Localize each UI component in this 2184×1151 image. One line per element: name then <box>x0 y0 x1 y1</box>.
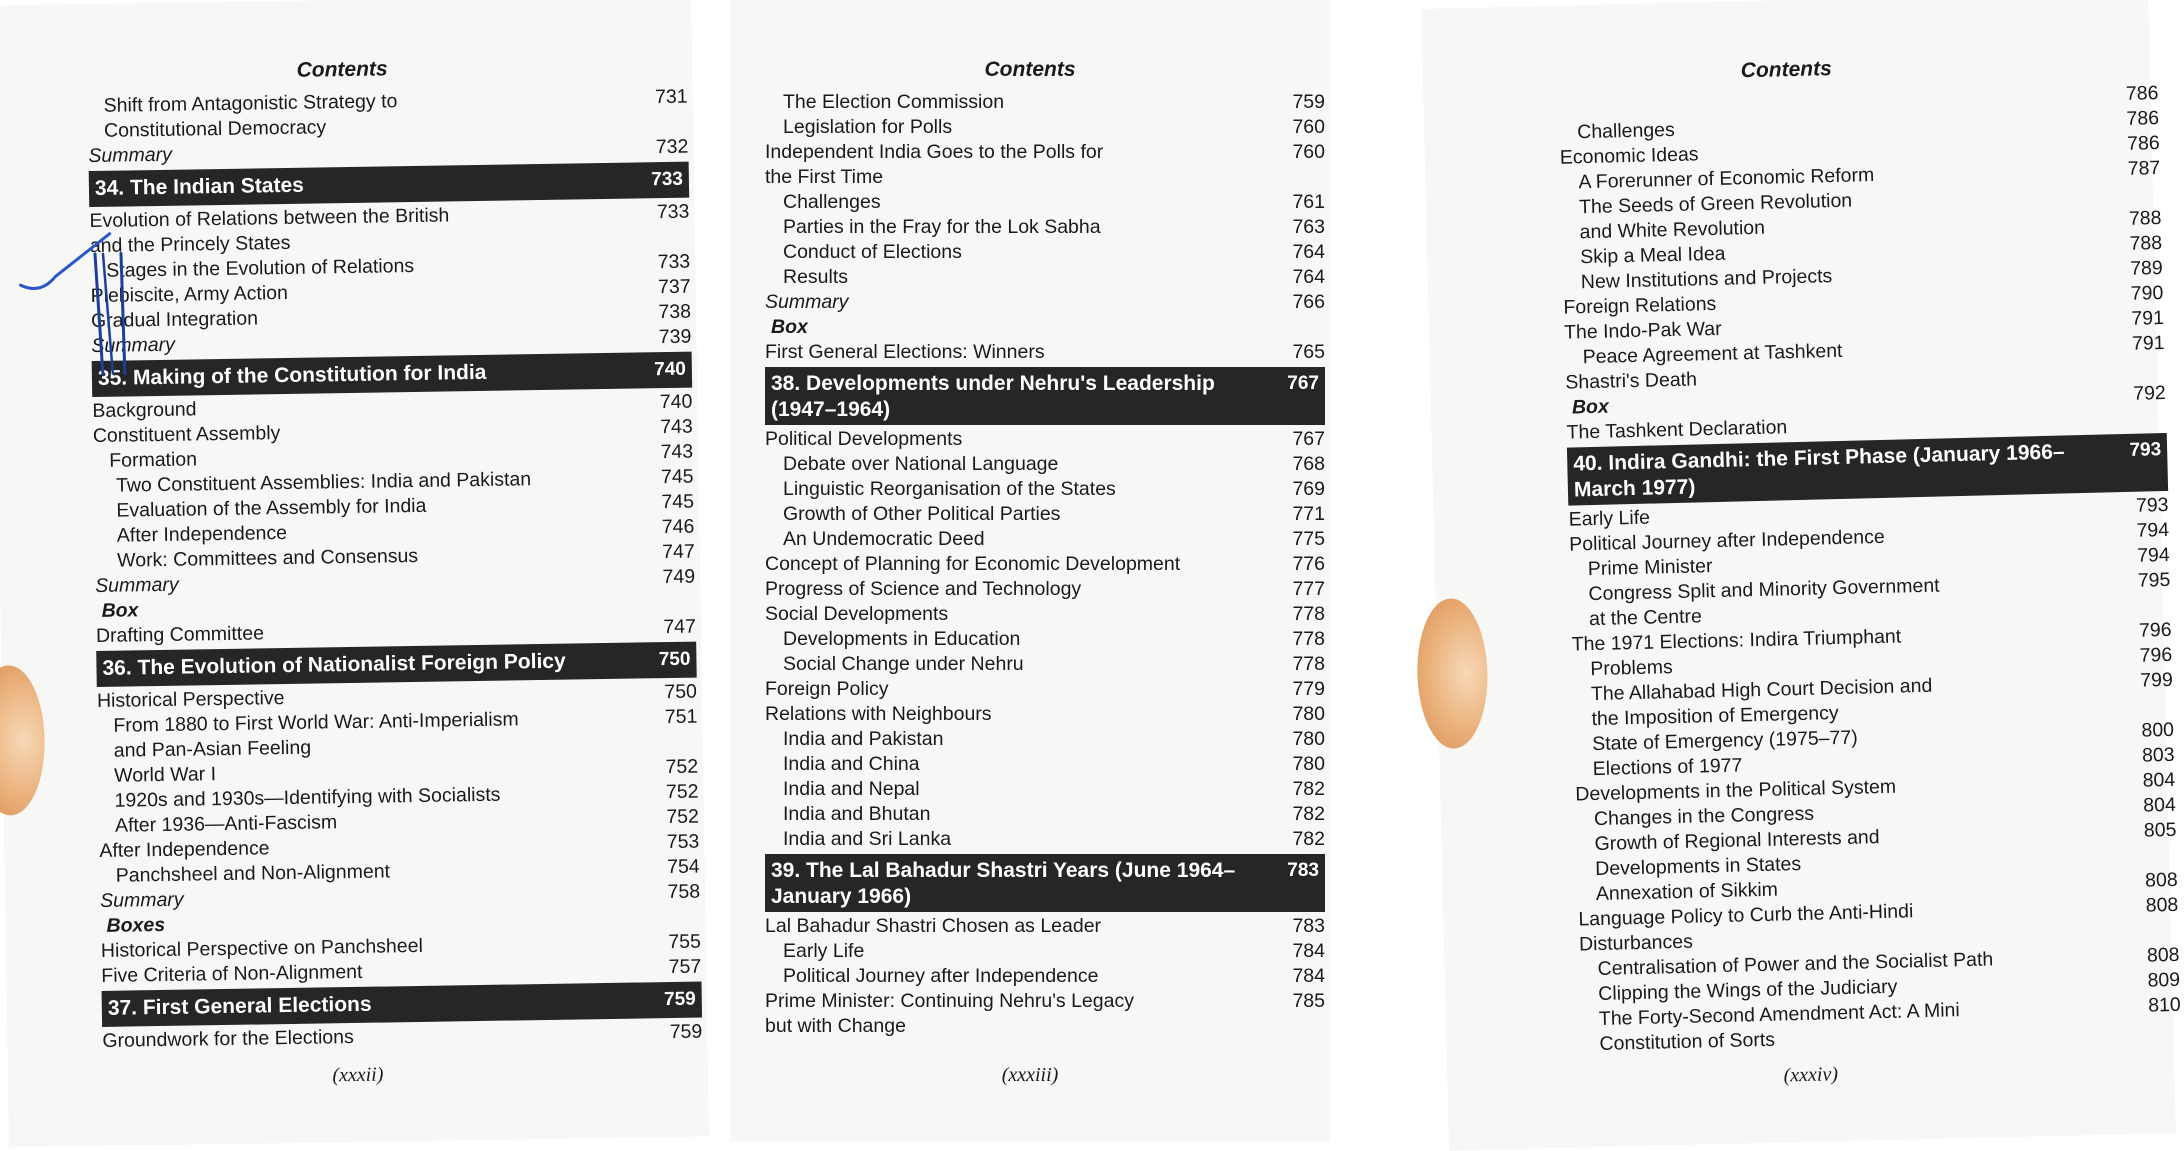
entry-title: Panchsheel and Non-Alignment <box>115 860 391 887</box>
entry-page-number: 761 <box>1292 191 1325 213</box>
entry-title: Summary <box>88 143 173 168</box>
entry-title: and Pan-Asian Feeling <box>113 736 312 762</box>
page-right <box>1421 0 2181 1151</box>
entry-title: Peace Agreement at Tashkent <box>1582 339 1843 369</box>
toc-entry <box>765 552 1325 577</box>
toc-entry <box>765 427 1325 452</box>
entry-title: Plebiscite, Army Action <box>90 281 289 308</box>
toc-entry <box>765 340 1325 365</box>
entry-page-number: 804 <box>2143 793 2177 817</box>
entry-title: Lal Bahadur Shastri Chosen as Leader <box>765 915 1102 937</box>
entry-page-number: 790 <box>2130 282 2164 305</box>
entry-page-number: 783 <box>1292 915 1325 937</box>
pen-tick-mark <box>14 214 127 386</box>
page-left <box>0 0 709 1147</box>
toc-subentry <box>765 752 1325 777</box>
entry-page-number: 752 <box>666 805 700 829</box>
entry-page-number: 768 <box>1292 453 1325 475</box>
entry-title: Boxes <box>106 913 166 937</box>
entry-title: Constituent Assembly <box>92 422 281 448</box>
toc-subentry <box>765 964 1325 989</box>
entry-title: Parties in the Fray for the Lok Sabha <box>783 216 1101 238</box>
entry-title: Political Journey after Independence <box>1569 525 1885 556</box>
entry-title: but with Change <box>765 1015 906 1037</box>
entry-page-number: 784 <box>1292 965 1325 987</box>
toc-subentry <box>765 777 1325 802</box>
toc-entry <box>765 914 1325 939</box>
entry-page-number: 792 <box>2132 381 2167 405</box>
entry-title: Summary <box>765 291 849 313</box>
toc-entry <box>765 989 1325 1014</box>
entry-title: Centralisation of Power and the Socialist Path <box>1597 948 1994 981</box>
entry-page-number: 747 <box>663 615 697 639</box>
entry-title: Language Policy to Curb the Anti-Hindi <box>1578 900 1914 931</box>
entry-page-number: 775 <box>1292 528 1325 550</box>
entry-page-number: 764 <box>1292 241 1325 263</box>
page-folio: (xxxiv) <box>1783 1063 1839 1087</box>
entry-title: Developments in Education <box>783 628 1021 650</box>
entry-title: After Independence <box>99 837 270 862</box>
entry-page-number: 745 <box>661 490 695 514</box>
entry-title: From 1880 to First World War: Anti-Imperialism <box>113 708 519 737</box>
entry-page-number: 731 <box>654 85 688 109</box>
entry-page-number: 776 <box>1292 553 1325 575</box>
toc-subentry <box>765 627 1325 652</box>
toc-subentry <box>765 265 1325 290</box>
entry-title: Conduct of Elections <box>783 241 962 263</box>
entry-title: The Forty-Second Amendment Act: A Mini <box>1598 999 1960 1031</box>
entry-title: Drafting Committee <box>95 622 265 647</box>
toc-entry <box>765 702 1325 727</box>
entry-title: Independent India Goes to the Polls for <box>765 141 1104 163</box>
entry-title: India and Nepal <box>783 778 920 800</box>
entry-title: Economic Ideas <box>1559 143 1699 169</box>
entry-page-number: 771 <box>1292 503 1325 525</box>
entry-title: Gradual Integration <box>90 307 259 333</box>
entry-title: Social Developments <box>765 603 949 625</box>
entry-title: and the Princely States <box>89 231 291 258</box>
entry-page-number: 794 <box>2136 518 2170 542</box>
entry-title: India and Sri Lanka <box>783 828 952 850</box>
entry-page-number: 778 <box>1292 653 1325 675</box>
toc-subentry <box>765 939 1325 964</box>
entry-title: The 1971 Elections: Indira Triumphant <box>1571 625 1902 656</box>
entry-page-number: 782 <box>1292 828 1325 850</box>
entry-title: 35. Making of the Constitution for India <box>97 360 487 390</box>
entry-title: India and Bhutan <box>783 803 931 825</box>
entry-page-number: 738 <box>658 300 692 324</box>
toc-subentry <box>765 240 1325 265</box>
entry-title: Developments in States <box>1594 853 1802 881</box>
entry-page-number: 791 <box>2131 306 2165 330</box>
entry-title: The Seeds of Green Revolution <box>1578 189 1853 219</box>
entry-title: Summary <box>95 573 179 598</box>
toc-subentry <box>765 802 1325 827</box>
entry-title: Growth of Regional Interests and <box>1594 826 1880 856</box>
entry-title: Work: Committees and Consensus <box>117 544 419 572</box>
entry-title: Historical Perspective on Panchsheel <box>100 934 423 962</box>
toc-subentry <box>765 115 1325 140</box>
entry-page-number: 753 <box>666 830 700 854</box>
entry-title: Summary <box>99 888 184 912</box>
entry-page-number: 747 <box>662 540 695 564</box>
entry-page-number: 737 <box>657 275 691 299</box>
entry-title: Elections of 1977 <box>1592 754 1743 781</box>
entry-page-number: 740 <box>659 390 693 414</box>
entry-page-number: 808 <box>2146 943 2180 967</box>
entry-page-number: 795 <box>2137 568 2171 592</box>
toc-entry <box>765 165 1325 190</box>
entry-title: Challenges <box>783 191 881 213</box>
entry-title: State of Emergency (1975–77) <box>1591 726 1858 756</box>
entry-title: Linguistic Reorganisation of the States <box>783 478 1116 500</box>
toc-list <box>1558 81 2181 1057</box>
entry-page-number: 750 <box>658 648 691 671</box>
toc-subentry <box>765 90 1325 115</box>
entry-title: Shastri's Death <box>1565 368 1698 394</box>
entry-title: Constitutional Democracy <box>103 116 327 142</box>
toc-entry <box>765 602 1325 627</box>
entry-title: Background <box>92 398 197 423</box>
entry-title: Legislation for Polls <box>783 116 953 138</box>
chapter-heading <box>765 852 1325 914</box>
entry-page-number: 755 <box>668 930 702 954</box>
entry-title: An Undemocratic Deed <box>783 528 985 550</box>
entry-title: 40. Indira Gandhi: the First Phase (January 1966–March 1977) <box>1573 440 2065 502</box>
entry-page-number: 788 <box>2129 232 2163 255</box>
entry-title: Evaluation of the Assembly for India <box>116 494 427 522</box>
toc-list <box>765 90 1325 1039</box>
entry-title: The Election Commission <box>783 91 1005 113</box>
entry-page-number: 763 <box>1292 216 1325 238</box>
entry-page-number: 780 <box>1292 703 1325 725</box>
summary-entry <box>765 290 1325 315</box>
entry-title: Early Life <box>783 940 865 962</box>
entry-title: Growth of Other Political Parties <box>783 503 1061 525</box>
entry-page-number: 803 <box>2141 743 2175 767</box>
entry-title: Box <box>101 599 139 622</box>
entry-title: After 1936—Anti-Fascism <box>114 811 338 837</box>
entry-title: Developments in the Political System <box>1575 775 1897 806</box>
toc-subentry <box>765 527 1325 552</box>
page-title: Contents <box>296 57 388 82</box>
entry-page-number: 765 <box>1292 341 1325 363</box>
entry-page-number: 751 <box>664 705 698 729</box>
toc-entry <box>765 1014 1325 1039</box>
entry-title: Political Journey after Independence <box>783 965 1099 987</box>
entry-title: 1920s and 1930s—Identifying with Socialists <box>114 783 501 812</box>
entry-title: The Allahabad High Court Decision and <box>1590 674 1933 706</box>
entry-page-number: 805 <box>2143 818 2177 842</box>
entry-title: Early Life <box>1568 506 1651 531</box>
entry-page-number: 733 <box>651 168 684 191</box>
entry-page-number: 809 <box>2147 968 2181 992</box>
entry-title: Box <box>1571 395 1610 419</box>
entry-title: Congress Split and Minority Government <box>1588 574 1940 606</box>
entry-page-number: 759 <box>663 988 696 1011</box>
entry-page-number: 804 <box>2142 768 2176 792</box>
entry-title: After Independence <box>116 521 288 547</box>
entry-page-number: 752 <box>665 755 699 779</box>
entry-title: Historical Perspective <box>96 687 285 712</box>
entry-page-number: 800 <box>2141 718 2175 742</box>
entry-page-number: 796 <box>2139 643 2173 667</box>
entry-page-number: 785 <box>1292 990 1325 1012</box>
toc-subentry <box>765 652 1325 677</box>
entry-title: First General Elections: Winners <box>765 341 1045 363</box>
toc-entry <box>765 677 1325 702</box>
entry-title: Progress of Science and Technology <box>765 578 1082 600</box>
entry-title: Stages in the Evolution of Relations <box>106 254 415 282</box>
entry-title: Two Constituent Assemblies: India and Pakistan <box>115 468 532 497</box>
entry-page-number: 732 <box>655 135 689 159</box>
entry-title: Concept of Planning for Economic Development <box>765 553 1181 575</box>
entry-page-number: 784 <box>1292 940 1325 962</box>
entry-page-number: 786 <box>2125 82 2159 105</box>
entry-title: Debate over National Language <box>783 453 1059 475</box>
entry-page-number: 780 <box>1292 728 1325 750</box>
entry-page-number: 793 <box>2135 493 2169 517</box>
entry-title: The Indo-Pak War <box>1563 317 1722 344</box>
entry-title: Foreign Relations <box>1563 292 1717 319</box>
entry-title: Prime Minister: Continuing Nehru's Legacy <box>765 990 1134 1012</box>
entry-page-number: 733 <box>656 200 690 224</box>
entry-title: Box <box>771 316 808 338</box>
thumb-shadow <box>0 665 46 816</box>
entry-title: New Institutions and Projects <box>1580 265 1833 294</box>
entry-page-number: 749 <box>662 565 696 589</box>
toc-list <box>87 85 702 1054</box>
toc-entry <box>765 577 1325 602</box>
entry-title: Political Developments <box>765 428 963 450</box>
entry-title: 34. The Indian States <box>94 173 305 200</box>
box-label <box>765 315 1325 340</box>
entry-title: Social Change under Nehru <box>783 653 1024 675</box>
entry-page-number: 769 <box>1292 478 1325 500</box>
entry-page-number: 752 <box>665 780 699 804</box>
entry-page-number: 778 <box>1292 628 1325 650</box>
entry-page-number: 782 <box>1292 778 1325 800</box>
entry-title: India and China <box>783 753 920 775</box>
entry-title: and White Revolution <box>1579 216 1766 244</box>
entry-page-number: 786 <box>2126 132 2160 155</box>
entry-title: Formation <box>109 448 198 472</box>
entry-title: 38. Developments under Nehru's Leadership (1947–1964) <box>771 372 1215 421</box>
entry-title: Skip a Meal Idea <box>1580 242 1726 269</box>
entry-page-number: 782 <box>1292 803 1325 825</box>
entry-page-number: 808 <box>2144 868 2178 892</box>
entry-page-number: 796 <box>2138 618 2172 642</box>
entry-title: Annexation of Sikkim <box>1595 878 1779 906</box>
entry-title: Foreign Policy <box>765 678 889 700</box>
entry-page-number: 778 <box>1292 603 1325 625</box>
page-folio: (xxxiii) <box>1001 1064 1059 1086</box>
entry-page-number: 780 <box>1292 753 1325 775</box>
entry-page-number: 750 <box>664 680 698 704</box>
entry-page-number: 810 <box>2147 993 2181 1017</box>
entry-title: 39. The Lal Bahadur Shastri Years (June 1964–January 1966) <box>771 859 1236 908</box>
entry-page-number: 779 <box>1292 678 1325 700</box>
entry-title: Problems <box>1590 656 1673 681</box>
entry-page-number: 739 <box>658 325 692 349</box>
entry-page-number: 746 <box>661 515 695 539</box>
entry-page-number: 787 <box>2127 157 2161 180</box>
entry-page-number: 766 <box>1292 291 1325 313</box>
toc-subentry <box>765 190 1325 215</box>
entry-title: India and Pakistan <box>783 728 944 750</box>
entry-page-number: 794 <box>2136 543 2170 567</box>
toc-subentry <box>765 452 1325 477</box>
entry-title: Evolution of Relations between the British <box>89 204 450 233</box>
entry-title: Summary <box>91 333 176 358</box>
entry-title: World War I <box>114 763 217 787</box>
entry-page-number: 788 <box>2128 207 2162 230</box>
chapter-heading <box>765 365 1325 427</box>
entry-title: Challenges <box>1576 118 1676 144</box>
entry-title: Clipping the Wings of the Judiciary <box>1598 975 1898 1006</box>
entry-title: Five Criteria of Non-Alignment <box>101 960 363 987</box>
entry-title: Shift from Antagonistic Strategy to <box>103 90 398 117</box>
entry-page-number: 743 <box>660 415 693 439</box>
entry-title: Constitution of Sorts <box>1599 1028 1776 1055</box>
entry-page-number: 791 <box>2131 331 2165 355</box>
toc-subentry <box>765 727 1325 752</box>
entry-title: Relations with Neighbours <box>765 703 992 725</box>
entry-title: Changes in the Congress <box>1593 802 1815 831</box>
entry-page-number: 808 <box>2145 893 2179 917</box>
entry-page-number: 745 <box>660 465 694 489</box>
toc-entry <box>765 140 1325 165</box>
entry-page-number: 786 <box>2126 107 2160 130</box>
page-middle <box>730 0 1330 1142</box>
toc-subentry <box>765 827 1325 852</box>
entry-title: 36. The Evolution of Nationalist Foreign Policy <box>102 649 566 680</box>
entry-page-number: 759 <box>669 1020 703 1044</box>
entry-title: the Imposition of Emergency <box>1591 702 1839 731</box>
entry-page-number: 760 <box>1292 116 1325 138</box>
entry-title: The Tashkent Declaration <box>1566 416 1788 444</box>
page-folio: (xxxii) <box>332 1063 384 1087</box>
entry-page-number: 783 <box>1287 860 1319 881</box>
entry-page-number: 758 <box>667 880 701 904</box>
toc-subentry <box>765 502 1325 527</box>
entry-page-number: 733 <box>657 250 691 274</box>
entry-page-number: 740 <box>654 358 687 381</box>
entry-page-number: 767 <box>1292 428 1325 450</box>
entry-title: Prime Minister <box>1587 555 1713 581</box>
toc-subentry <box>765 215 1325 240</box>
entry-page-number: 754 <box>666 855 700 879</box>
entry-title: the First Time <box>765 166 884 188</box>
entry-page-number: 743 <box>660 440 694 464</box>
toc-subentry <box>765 477 1325 502</box>
entry-title: A Forerunner of Economic Reform <box>1578 164 1875 194</box>
entry-page-number: 759 <box>1292 91 1325 113</box>
entry-page-number: 799 <box>2139 668 2174 692</box>
entry-title: Disturbances <box>1578 930 1694 956</box>
entry-page-number: 760 <box>1292 141 1325 163</box>
page-title: Contents <box>984 58 1076 81</box>
entry-page-number: 789 <box>2129 257 2163 280</box>
page-title: Contents <box>1740 57 1833 83</box>
entry-title: 37. First General Elections <box>107 992 372 1020</box>
entry-page-number: 793 <box>2129 439 2162 461</box>
entry-title: at the Centre <box>1588 605 1703 631</box>
entry-page-number: 767 <box>1287 373 1319 394</box>
entry-title: Groundwork for the Elections <box>102 1025 354 1052</box>
entry-title: Results <box>783 266 849 288</box>
entry-page-number: 764 <box>1292 266 1325 288</box>
entry-page-number: 777 <box>1292 578 1325 600</box>
entry-page-number: 757 <box>668 955 702 979</box>
